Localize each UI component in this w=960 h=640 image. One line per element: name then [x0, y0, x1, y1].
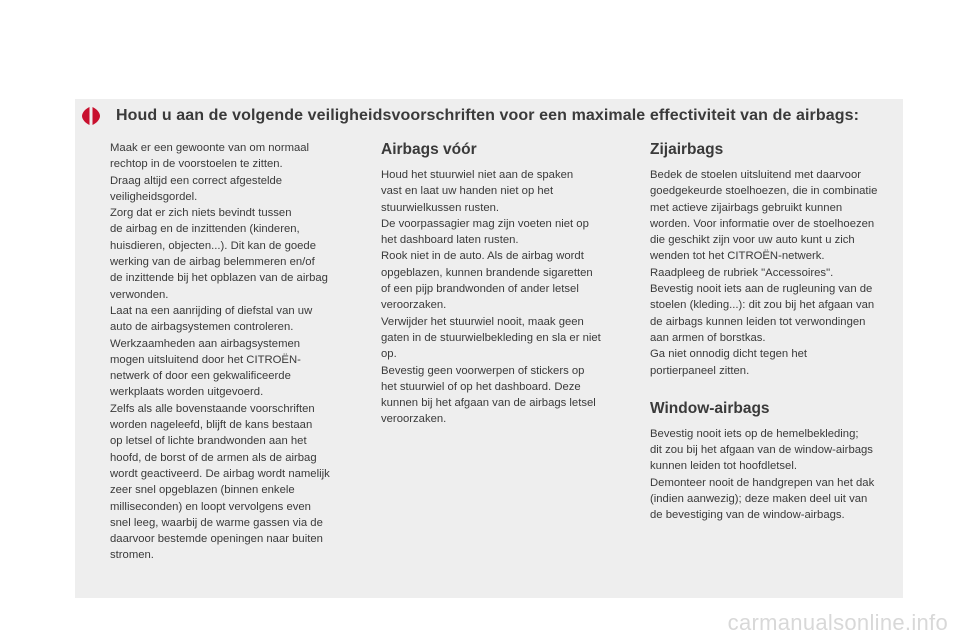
text-line: het dashboard laten rusten.: [381, 234, 519, 247]
text-line: worden. Voor informatie over de stoelhoezen: [650, 217, 875, 230]
watermark: carmanualsonline.info: [727, 610, 948, 635]
text-line: veroorzaken.: [381, 299, 447, 312]
text-line: de bevestiging van de window-airbags.: [650, 509, 845, 522]
text-line: Bevestig geen voorwerpen of stickers op: [381, 364, 585, 377]
text-line: auto de airbagsystemen controleren.: [110, 321, 294, 334]
text-line: opgeblazen, kunnen brandende sigaretten: [381, 266, 593, 279]
front-airbags-text: [381, 167, 631, 428]
text-line: gaten in de stuurwielbekleding en sla er niet: [381, 331, 601, 344]
text-line: de airbag en de inzittenden (kinderen,: [110, 223, 300, 236]
text-line: die geschikt zijn voor uw auto kunt u zich: [650, 234, 855, 247]
window-airbags-title: Window-airbags: [650, 399, 770, 417]
safety-heading-row: [80, 104, 859, 128]
side-airbags-title: Zijairbags: [650, 141, 724, 158]
text-line: huisdieren, objecten...). Dit kan de goede: [110, 239, 316, 252]
text-line: werkplaats worden uitgevoerd.: [110, 386, 264, 399]
text-line: worden nageleefd, blijft de kans bestaan: [110, 419, 313, 432]
text-line: of een pijp brandwonden of ander letsel: [381, 283, 579, 296]
text-line: rechtop in de voorstoelen te zitten.: [110, 158, 283, 171]
text-line: milliseconden) en loopt vervolgens even: [110, 500, 311, 513]
text-line: portierpaneel zitten.: [650, 364, 750, 377]
text-line: Zelfs als alle bovenstaande voorschriften: [110, 402, 315, 415]
safety-heading: Houd u aan de volgende veiligheidsvoorschriften voor een maximale effectiviteit van de airbags:: [116, 107, 860, 124]
text-line: Verwijder het stuurwiel nooit, maak geen: [381, 315, 584, 328]
text-line: snel leeg, waarbij de warme gassen via de: [110, 516, 323, 529]
text-line: veiligheidsgordel.: [110, 190, 198, 203]
text-line: met actieve zijairbags gebruikt kunnen: [650, 201, 843, 214]
text-line: vast en laat uw handen niet op het: [381, 185, 554, 198]
text-line: de airbags kunnen leiden tot verwondingen: [650, 315, 866, 328]
side-airbags-column: [650, 140, 905, 524]
text-line: zeer snel opgeblazen (binnen enkele: [110, 484, 295, 497]
text-line: veroorzaken.: [381, 413, 447, 426]
side-airbags-text: [650, 167, 905, 379]
text-line: Zorg dat er zich niets bevindt tussen: [110, 207, 292, 220]
text-line: stromen.: [110, 549, 154, 562]
text-line: aan armen of borstkas.: [650, 331, 766, 344]
text-line: Draag altijd een correct afgestelde: [110, 174, 283, 187]
text-line: op.: [381, 348, 397, 361]
text-line: mogen uitsluitend door het CITROËN-: [110, 353, 301, 366]
text-line: dit zou bij het afgaan van de window-airbags: [650, 444, 873, 457]
text-line: kunnen leiden tot hoofdletsel.: [650, 460, 797, 473]
text-line: Houd het stuurwiel niet aan de spaken: [381, 169, 574, 181]
text-line: Raadpleeg de rubriek "Accessoires".: [650, 266, 834, 279]
text-line: wenden tot het CITROËN-netwerk.: [650, 250, 825, 263]
intro-text: [110, 140, 360, 564]
text-line: goedgekeurde stoelhoezen, die in combinatie: [650, 185, 878, 198]
text-line: Bevestig nooit iets aan de rugleuning van de: [650, 283, 873, 296]
window-airbags-text: [650, 426, 905, 524]
text-line: De voorpassagier mag zijn voeten niet op: [381, 217, 589, 230]
text-line: (indien aanwezig); deze maken deel uit van: [650, 493, 868, 506]
text-line: Bevestig nooit iets op de hemelbekleding;: [650, 427, 859, 440]
text-line: hoofd, de borst of de armen als de airbag: [110, 451, 317, 464]
text-line: Werkzaamheden aan airbagsystemen: [110, 337, 301, 350]
text-line: Rook niet in de auto. Als de airbag wordt: [381, 250, 584, 263]
text-line: stoelen (kleding...): dit zou bij het afgaan van: [650, 299, 875, 312]
text-line: op letsel of lichte brandwonden aan het: [110, 435, 307, 448]
text-line: werking van de airbag belemmeren en/of: [110, 256, 315, 269]
airbag-warning-icon: [80, 105, 102, 127]
text-line: kunnen bij het afgaan van de airbags letsel: [381, 397, 596, 410]
text-line: daarvoor bestemde openingen naar buiten: [110, 533, 323, 546]
text-line: Ga niet onnodig dicht tegen het: [650, 348, 808, 361]
text-line: netwerk of door een gekwalificeerde: [110, 370, 291, 383]
text-line: Bedek de stoelen uitsluitend met daarvoor: [650, 169, 862, 181]
text-line: Maak er een gewoonte van om normaal: [110, 142, 310, 154]
text-line: het stuurwiel of op het dashboard. Deze: [381, 380, 581, 393]
text-line: wordt geactiveerd. De airbag wordt namelijk: [110, 467, 330, 480]
text-line: stuurwielkussen rusten.: [381, 201, 500, 214]
text-line: de inzittende bij het opblazen van de airbag: [110, 272, 328, 285]
text-line: Demonteer nooit de handgrepen van het dak: [650, 476, 875, 489]
front-airbags-title: Airbags vóór: [381, 141, 477, 158]
text-line: verwonden.: [110, 288, 169, 301]
intro-column: [110, 140, 360, 564]
text-line: Laat na een aanrijding of diefstal van uw: [110, 304, 313, 317]
front-airbags-column: [381, 140, 631, 428]
